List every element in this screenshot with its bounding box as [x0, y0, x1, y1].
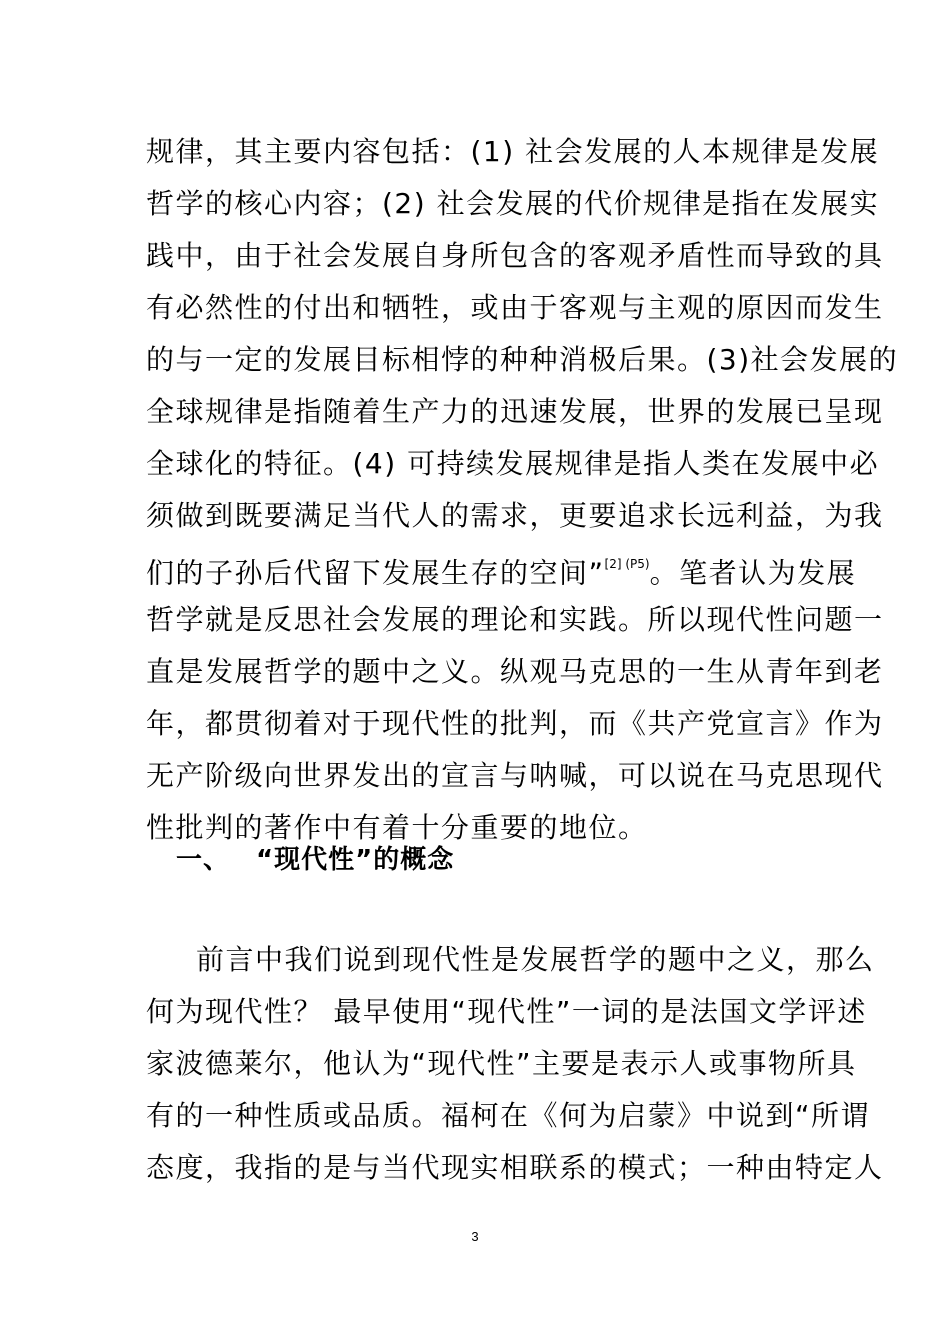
section-number: 一、	[176, 845, 231, 875]
text-line: 须做到既要满足当代人的需求，更要追求长远利益，为我	[146, 499, 884, 532]
text-line: 规律，其主要内容包括：(1) 社会发展的人本规律是发展	[146, 135, 880, 168]
text-line: 家波德莱尔，他认为“现代性”主要是表示人或事物所具	[146, 1047, 857, 1080]
text-line: 哲学就是反思社会发展的理论和实践。所以现代性问题一	[146, 603, 884, 636]
text-segment: 们的子孙后代留下发展生存的空间”	[146, 556, 605, 590]
text-line: 践中，由于社会发展自身所包含的客观矛盾性而导致的具	[146, 239, 884, 272]
text-line: 年，都贯彻着对于现代性的批判，而《共产党宣言》作为	[146, 707, 884, 740]
text-line: 态度，我指的是与当代现实相联系的模式；一种由特定人	[146, 1151, 884, 1184]
text-segment: 。笔者认为发展	[649, 556, 857, 590]
text-line: 直是发展哲学的题中之义。纵观马克思的一生从青年到老	[146, 655, 884, 688]
text-line: 何为现代性？ 最早使用“现代性”一词的是法国文学评述	[146, 995, 867, 1028]
text-line: 有必然性的付出和牺牲，或由于客观与主观的原因而发生	[146, 291, 884, 324]
page-number: 3	[471, 1229, 479, 1244]
text-line: 前言中我们说到现代性是发展哲学的题中之义，那么	[196, 943, 875, 976]
text-line: 全球化的特征。(4) 可持续发展规律是指人类在发展中必	[146, 447, 880, 480]
text-line: 全球规律是指随着生产力的迅速发展，世界的发展已呈现	[146, 395, 884, 428]
text-line: 无产阶级向世界发出的宣言与呐喊，可以说在马克思现代	[146, 759, 884, 792]
section-heading	[176, 842, 454, 878]
text-line: 的与一定的发展目标相悖的种种消极后果。(3)社会发展的	[146, 343, 899, 376]
text-line: 哲学的核心内容；(2) 社会发展的代价规律是指在发展实	[146, 187, 880, 220]
citation-reference: [2] (P5)	[604, 557, 650, 571]
text-line-with-citation	[146, 550, 857, 591]
section-title: “现代性”的概念	[256, 845, 455, 875]
text-line: 性批判的著作中有着十分重要的地位。	[146, 811, 648, 844]
text-line: 有的一种性质或品质。福柯在《何为启蒙》中说到“所谓	[146, 1099, 871, 1132]
